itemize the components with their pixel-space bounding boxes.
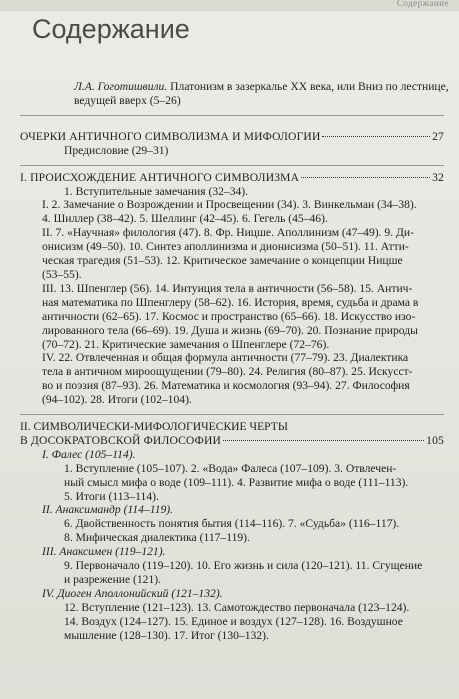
toc-line[interactable]: III. 13. Шпенглер (56). 14. Интуиция тела в античности (56–58). 15. Антич- xyxy=(42,281,413,295)
foreword-entry[interactable] xyxy=(20,80,449,94)
toc-line[interactable]: II. 7. «Научная» филология (47). 8. Фр. Ницше. Аполлинизм (47–49). 9. Ди- xyxy=(42,226,415,240)
subsection-title[interactable]: III. Анаксимен (119–121). xyxy=(42,545,166,559)
toc-line[interactable]: и разрежение (121). xyxy=(64,573,162,586)
divider xyxy=(20,414,444,415)
toc-line[interactable]: 5. Итоги (113–114). xyxy=(64,489,159,503)
toc-line[interactable]: во и поэзия (87–93). 26. Математика и космология (93–94). 27. Философия xyxy=(42,379,410,393)
main-section-entry[interactable] xyxy=(20,130,444,144)
main-section-page: 27 xyxy=(432,129,444,143)
subsection-title[interactable]: II. Анаксимандр (114–119). xyxy=(42,503,174,517)
part1-page: 32 xyxy=(432,170,444,184)
toc-line[interactable]: онисизм (49–50). 10. Синтез аполлинизма и дионисизма (50–51). 11. Атти- xyxy=(42,240,409,254)
leader-dots xyxy=(322,136,430,137)
part1-entry[interactable] xyxy=(20,171,444,185)
leader-dots xyxy=(223,440,424,441)
part2-entry[interactable] xyxy=(20,434,444,448)
part2-page: 105 xyxy=(426,433,444,447)
toc-line[interactable]: 9. Первоначало (119–120). 10. Его жизнь и сила (120–121). 11. Сгущение xyxy=(64,559,423,573)
toc-line[interactable]: 1. Вступительные замечания (32–34). xyxy=(64,184,249,198)
toc-line[interactable]: ный смысл мифа о воде (109–111). 4. Развитие мифа о воде (111–113). xyxy=(64,475,409,489)
toc-line[interactable]: 1. Вступление (105–107). 2. «Вода» Фалеса (107–109). 3. Отвлечен- xyxy=(64,461,397,475)
toc-line[interactable]: I. 2. Замечание о Возрождении и Просвещении (34). 3. Винкельман (34–38). xyxy=(42,198,417,212)
toc-line[interactable]: (94–102). 28. Итоги (102–104). xyxy=(42,393,192,407)
part2-title[interactable]: II. СИМВОЛИЧЕСКИ-МИФОЛОГИЧЕСКИЕ ЧЕРТЫ xyxy=(20,420,288,434)
toc-line[interactable]: 8. Мифическая диалектика (117–119). xyxy=(64,531,250,545)
toc-line[interactable]: тела в античном мироощущении (79–80). 24. Религия (80–87). 25. Искусст- xyxy=(42,365,413,379)
toc-line[interactable]: ная математика по Шпенглеру (58–62). 16. История, время, судьба и драма в xyxy=(42,295,419,309)
divider xyxy=(20,165,444,166)
toc-line[interactable]: 12. Вступление (121–123). 13. Самотождество первоначала (123–124). xyxy=(64,600,410,614)
toc-line[interactable]: 6. Двойственность понятия бытия (114–116). 7. «Судьба» (116–117). xyxy=(64,517,400,531)
preface-entry[interactable]: Предисловие (29–31) xyxy=(64,143,169,157)
table-of-contents xyxy=(20,70,449,643)
toc-line[interactable]: 14. Воздух (124–127). 15. Единое и воздух (127–128). 16. Воздушное xyxy=(64,614,403,628)
toc-line[interactable]: мышление (128–130). 17. Итог (130–132). xyxy=(64,628,269,642)
toc-line[interactable]: античности (62–65). 17. Космос и пространство (65–66). 18. Искусство изо- xyxy=(42,309,416,323)
top-strip xyxy=(0,0,459,11)
toc-line[interactable]: 4. Шиллер (38–42). 5. Шеллинг (42–45). 6. Гегель (45–46). xyxy=(42,212,328,226)
part2-content xyxy=(20,448,444,643)
running-head: Содержание xyxy=(396,0,449,8)
toc-line[interactable]: лированного тела (66–69). 19. Душа и жизнь (69–70). 20. Познание природы xyxy=(42,323,418,337)
toc-line[interactable]: (53–55). xyxy=(42,267,82,281)
page-title: Содержание xyxy=(32,14,190,44)
subsection-title[interactable]: I. Фалес (105–114). xyxy=(42,447,136,461)
part1-content xyxy=(20,185,444,408)
main-section-title: ОЧЕРКИ АНТИЧНОГО СИМВОЛИЗМА И МИФОЛОГИИ xyxy=(20,129,321,143)
part2-title-cont: В ДОСОКРАТОВСКОЙ ФИЛОСОФИИ xyxy=(20,433,222,447)
toc-line[interactable]: ческая трагедия (51–53). 12. Критическое замечание о концепции Ницше xyxy=(42,254,403,268)
foreword-author: Л.А. Гоготишвили. xyxy=(74,80,168,93)
subsection-title[interactable]: IV. Диоген Аполлонийский (121–132). xyxy=(42,586,223,600)
part1-title: I. ПРОИСХОЖДЕНИЕ АНТИЧНОГО СИМВОЛИЗМА xyxy=(20,170,300,184)
foreword-title: Платонизм в зазеркалье ХХ века, или Вниз по лестнице, xyxy=(170,80,449,93)
toc-line[interactable]: (70–72). 21. Критические замечания о Шпенглере (72–76). xyxy=(42,337,330,351)
divider xyxy=(20,115,444,116)
leader-dots xyxy=(301,177,430,178)
foreword-title-cont: ведущей вверх (5–26) xyxy=(74,93,181,107)
toc-line[interactable]: IV. 22. Отвлеченная и общая формула античности (77–79). 23. Диалектика xyxy=(42,351,409,365)
